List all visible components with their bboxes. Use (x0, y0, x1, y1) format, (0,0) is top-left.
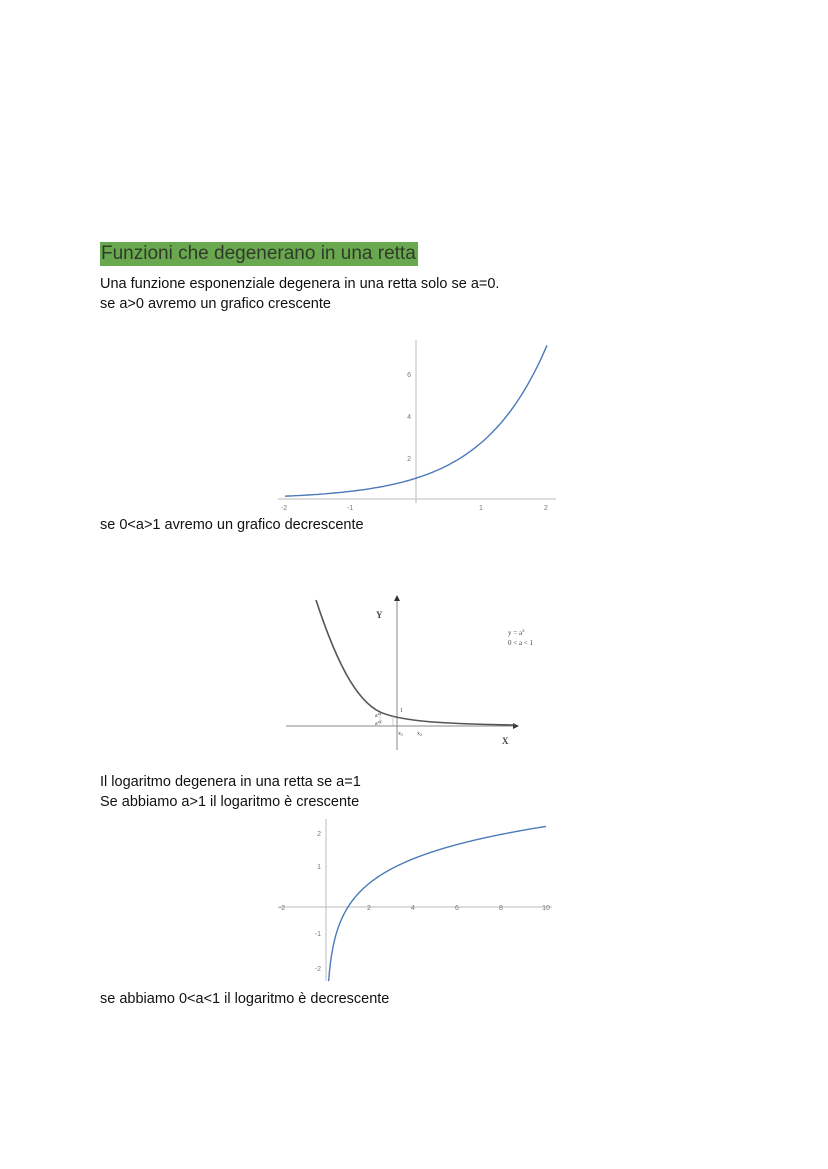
ax2-label: $a^{x2}$ (375, 719, 382, 727)
y-tick-label: 2 (407, 456, 411, 463)
y-tick-label: 1 (317, 864, 321, 871)
y-tick-label: -2 (314, 966, 321, 973)
log-increasing-chart (270, 815, 560, 985)
paragraph-exp-increasing: se a>0 avremo un grafico crescente (100, 296, 331, 312)
exp-decreasing-chart (280, 588, 550, 753)
x-tick-label: 8 (499, 905, 503, 912)
y-tick-label: -1 (314, 931, 321, 938)
x-tick-label: -2 (278, 905, 286, 912)
exp-increasing-chart (270, 335, 560, 515)
section-heading: Funzioni che degenerano in una retta (101, 243, 416, 264)
x-tick-label: -2 (280, 505, 288, 512)
x-tick-label: 2 (367, 905, 371, 912)
x-tick-label: 6 (455, 905, 459, 912)
y-tick-label: 6 (407, 372, 411, 379)
x-tick-label: 2 (544, 505, 548, 512)
x-axis-label: X (502, 736, 509, 746)
ax1-label: $a^{x1}$ (375, 711, 382, 719)
x-tick-label: 1 (479, 505, 483, 512)
y-tick-label: 2 (317, 831, 321, 838)
paragraph-log-decreasing: se abbiamo 0<a<1 il logaritmo è decrescente (100, 991, 390, 1007)
paragraph-exp-degenerate: Una funzione esponenziale degenera in una retta solo se a=0. (100, 276, 500, 292)
legend-line2: 0 < a < 1 (508, 639, 534, 647)
x-tick-label: 4 (411, 905, 415, 912)
paragraph-exp-decreasing: se 0<a>1 avremo un grafico decrescente (100, 517, 364, 533)
decay-curve (316, 600, 516, 725)
y-axis-label: Y (376, 610, 383, 620)
y-tick-label: 4 (407, 414, 411, 421)
legend-line1: $y = a^x$ (508, 629, 525, 637)
paragraph-log-degenerate: Il logaritmo degenera in una retta se a=1 (100, 774, 361, 790)
log-curve (329, 826, 546, 981)
x-tick-label: -1 (346, 505, 354, 512)
x1-label: x1 (398, 731, 403, 737)
x-tick-label: 10 (542, 905, 550, 912)
paragraph-log-increasing: Se abbiamo a>1 il logaritmo è crescente (100, 794, 360, 810)
one-label: 1 (400, 708, 403, 714)
x2-label: x2 (417, 731, 422, 737)
